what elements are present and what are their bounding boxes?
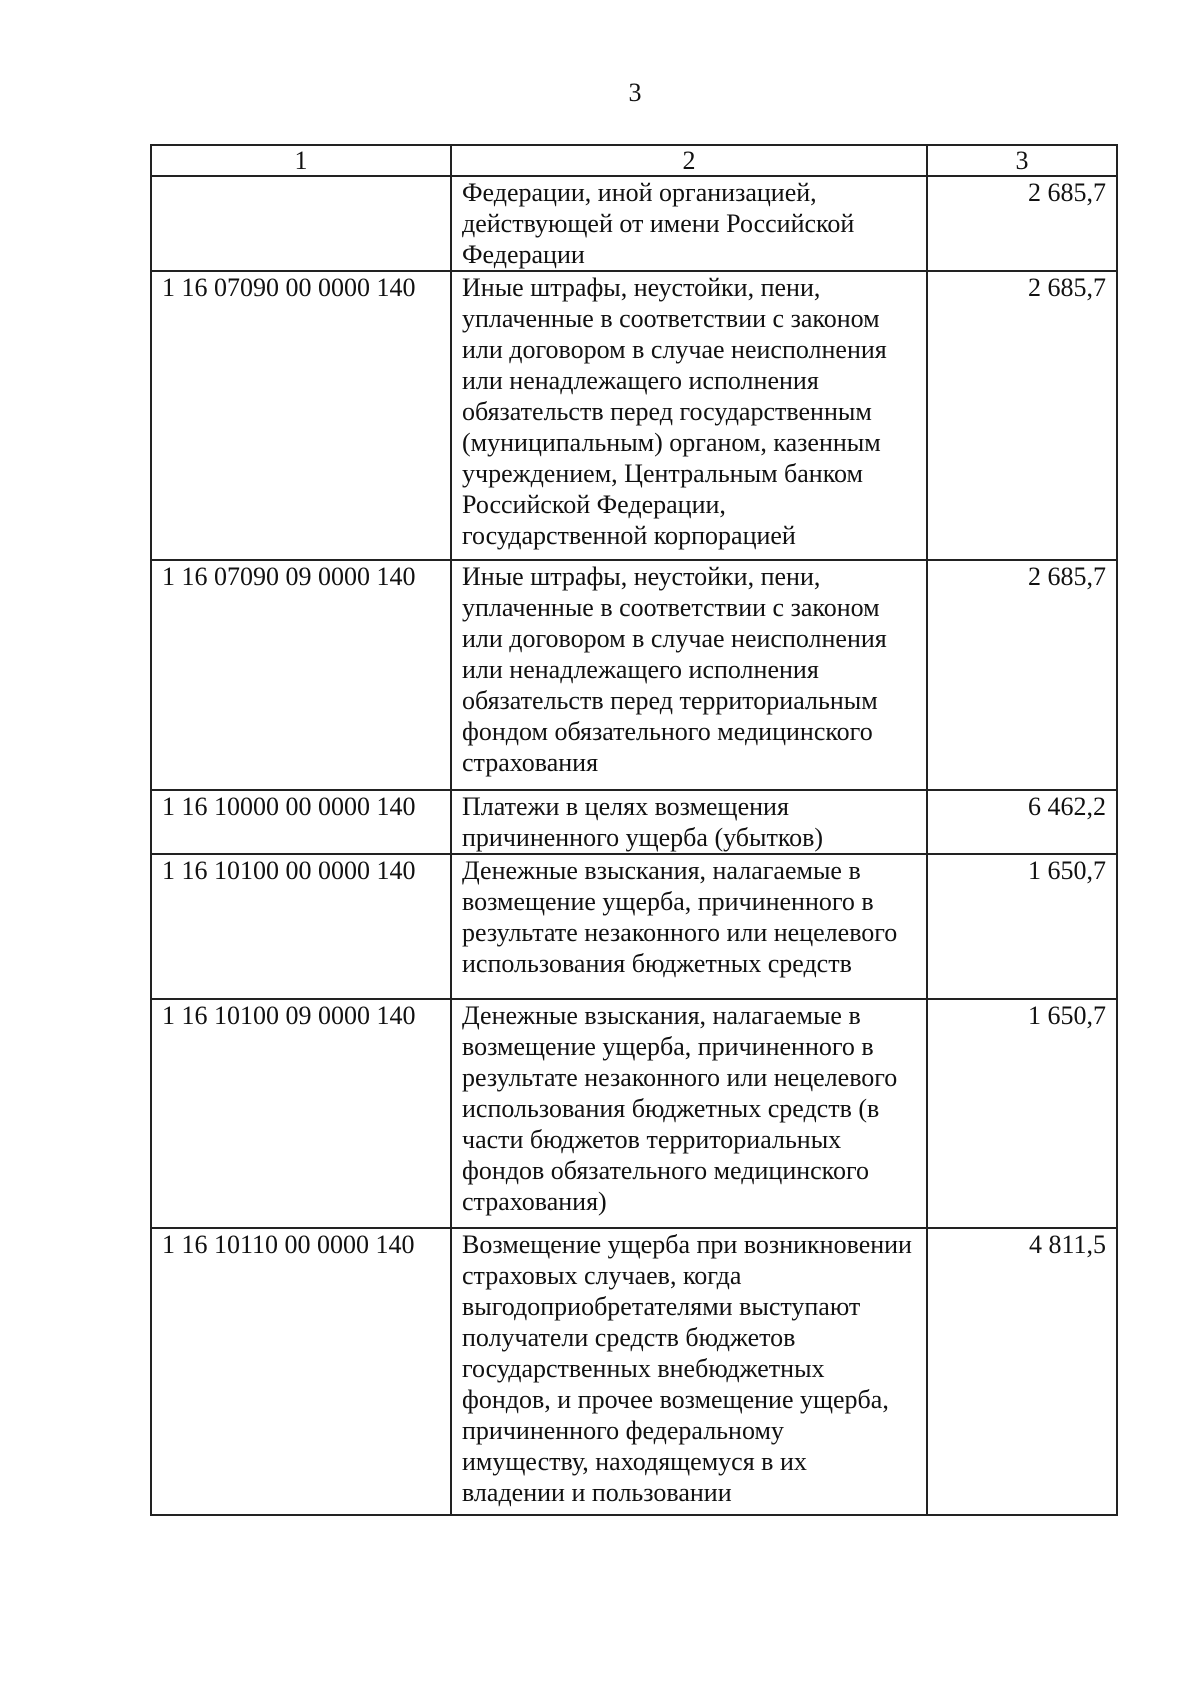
table-row bbox=[151, 790, 1117, 854]
description-cell: Возмещение ущерба при возникновении страховых случаев, когда выгодоприобретателями выступают получатели средств бюджетов государственных внебюджетных фондов, и прочее возмещение ущерба, причиненного федеральному имуществу, находящемуся в их владении и пользовании bbox=[451, 1228, 927, 1515]
amount-cell: 2 685,7 bbox=[927, 271, 1117, 560]
table-row bbox=[151, 271, 1117, 560]
column-header-1: 1 bbox=[151, 145, 451, 176]
description-cell: Платежи в целях возмещения причиненного ущерба (убытков) bbox=[451, 790, 927, 854]
budget-code-cell: 1 16 07090 09 0000 140 bbox=[151, 560, 451, 790]
budget-code-cell: 1 16 10000 00 0000 140 bbox=[151, 790, 451, 854]
amount-cell: 1 650,7 bbox=[927, 854, 1117, 999]
header-row bbox=[151, 145, 1117, 176]
budget-code-cell bbox=[151, 176, 451, 271]
table-body bbox=[151, 176, 1117, 1515]
description-cell: Иные штрафы, неустойки, пени, уплаченные в соответствии с законом или договором в случае неисполнения или ненадлежащего исполнения обязательств перед территориальным фондом обязательного медицинского страхования bbox=[451, 560, 927, 790]
table-row bbox=[151, 1228, 1117, 1515]
amount-cell: 6 462,2 bbox=[927, 790, 1117, 854]
budget-code-cell: 1 16 10100 09 0000 140 bbox=[151, 999, 451, 1228]
table-row bbox=[151, 176, 1117, 271]
amount-cell: 4 811,5 bbox=[927, 1228, 1117, 1515]
column-header-3: 3 bbox=[927, 145, 1117, 176]
page-number: 3 bbox=[628, 78, 642, 107]
budget-code-cell: 1 16 07090 00 0000 140 bbox=[151, 271, 451, 560]
table-header bbox=[151, 145, 1117, 176]
column-header-2: 2 bbox=[451, 145, 927, 176]
description-cell: Федерации, иной организацией, действующей от имени Российской Федерации bbox=[451, 176, 927, 271]
description-cell: Иные штрафы, неустойки, пени, уплаченные в соответствии с законом или договором в случае неисполнения или ненадлежащего исполнения обязательств перед государственным (муниципальным) органом, казенным учреждением, Центральным банком Российской Федерации, государственной корпорацией bbox=[451, 271, 927, 560]
description-cell: Денежные взыскания, налагаемые в возмещение ущерба, причиненного в результате незаконного или нецелевого использования бюджетных средств bbox=[451, 854, 927, 999]
budget-revenue-table bbox=[150, 144, 1118, 1516]
amount-cell: 2 685,7 bbox=[927, 176, 1117, 271]
table-row bbox=[151, 854, 1117, 999]
table-row bbox=[151, 560, 1117, 790]
budget-code-cell: 1 16 10100 00 0000 140 bbox=[151, 854, 451, 999]
table-row bbox=[151, 999, 1117, 1228]
budget-code-cell: 1 16 10110 00 0000 140 bbox=[151, 1228, 451, 1515]
amount-cell: 2 685,7 bbox=[927, 560, 1117, 790]
amount-cell: 1 650,7 bbox=[927, 999, 1117, 1228]
description-cell: Денежные взыскания, налагаемые в возмещение ущерба, причиненного в результате незаконного или нецелевого использования бюджетных средств (в части бюджетов территориальных фондов обязательного медицинского страхования) bbox=[451, 999, 927, 1228]
